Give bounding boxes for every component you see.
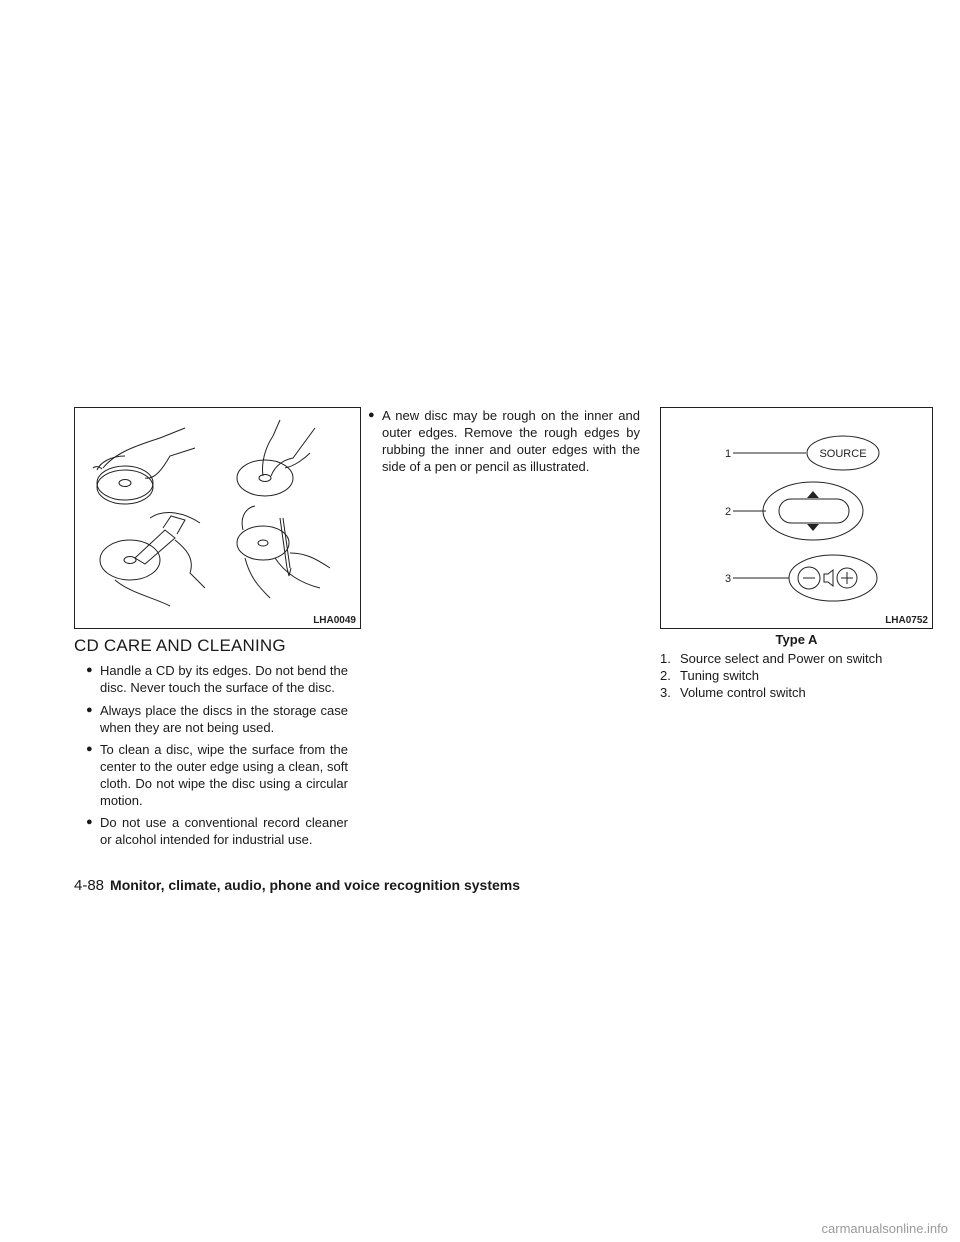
watermark-link[interactable]: carmanualsonline.info: [821, 1221, 948, 1236]
legend-item: [660, 667, 950, 684]
footer-title: Monitor, climate, audio, phone and voice recognition systems: [110, 877, 520, 893]
bullet-mark: ●: [86, 743, 93, 755]
audio-controls-illustration: [661, 408, 932, 613]
legend-number: 1.: [660, 651, 671, 666]
bullet-mark: ●: [368, 409, 375, 421]
legend-text: Tuning switch: [680, 668, 759, 683]
bullet-mark: ●: [86, 664, 93, 676]
bullet-item: [86, 814, 348, 848]
figure-cd-handling: [74, 407, 361, 629]
figure-caption: Type A: [775, 632, 818, 647]
legend-item: [660, 684, 950, 701]
bullet-text: To clean a disc, wipe the surface from the center to the outer edge using a clean, soft cloth. Do not wipe the disc using a circular motion.: [100, 742, 348, 808]
legend-item: [660, 650, 950, 667]
page-number: 4-88: [74, 877, 105, 894]
section-heading: CD CARE AND CLEANING: [74, 636, 286, 655]
bullet-mark: ●: [86, 704, 93, 716]
figure-audio-controls: [660, 407, 933, 629]
source-button-label: SOURCE: [819, 448, 867, 460]
callout-2: 2: [725, 506, 732, 518]
figure-id-right: LHA0752: [885, 615, 928, 626]
legend-list: [660, 650, 950, 701]
legend-number: 2.: [660, 668, 671, 683]
bullet-text: A new disc may be rough on the inner and outer edges. Remove the rough edges by rubbing the inner and outer edges with the side of a pen or pencil as illustrated.: [382, 408, 640, 474]
bullet-text: Do not use a conventional record cleaner or alcohol intended for industrial use.: [100, 815, 348, 847]
callout-1: 1: [725, 448, 732, 460]
bullet-item: [86, 702, 348, 736]
bullet-item: [86, 741, 348, 809]
legend-text: Volume control switch: [680, 685, 806, 700]
callout-3: 3: [725, 573, 732, 585]
legend-text: Source select and Power on switch: [680, 651, 883, 666]
bullet-text: Handle a CD by its edges. Do not bend the disc. Never touch the surface of the disc.: [100, 663, 348, 695]
bullet-mark: ●: [86, 816, 93, 828]
bullet-text: Always place the discs in the storage case when they are not being used.: [100, 703, 348, 735]
bullet-item: [86, 662, 348, 696]
cd-handling-illustration: [75, 408, 360, 613]
bullet-item: [368, 407, 640, 475]
legend-number: 3.: [660, 685, 671, 700]
page-footer: [74, 877, 520, 894]
figure-id-left: LHA0049: [313, 615, 356, 626]
